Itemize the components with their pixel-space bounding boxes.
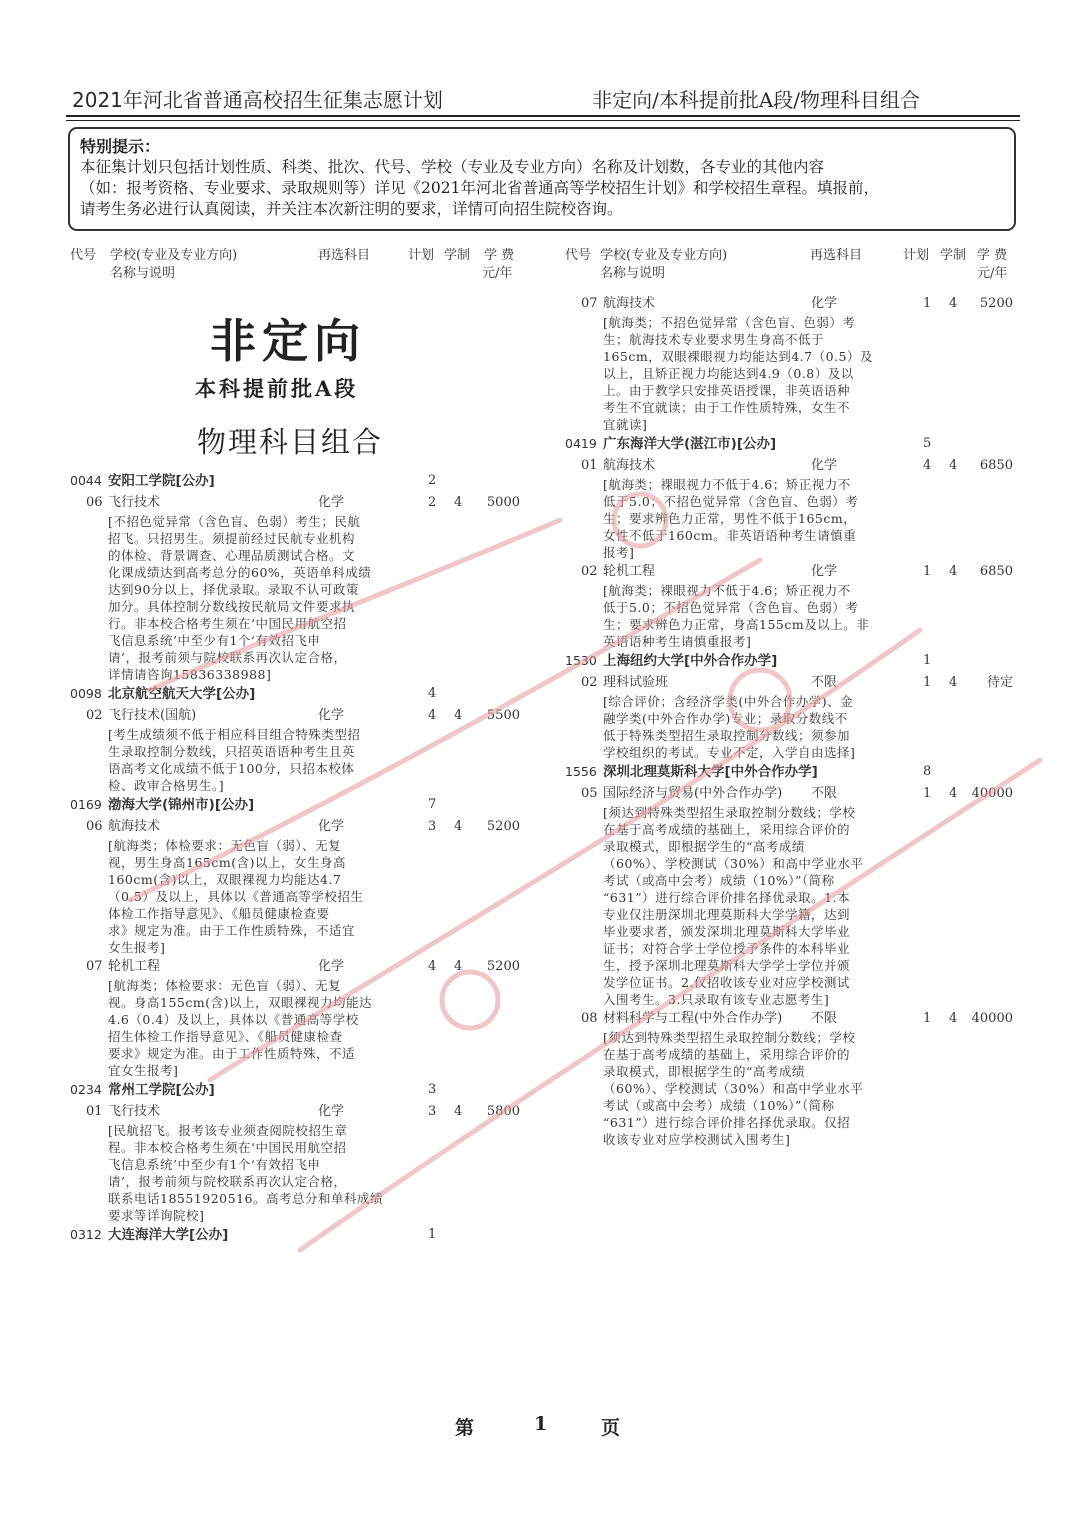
note-line: 生；要求辨色力正常，男性不低于165cm，: [603, 511, 857, 526]
note-line: [航海类；裸眼视力不低于4.6；矫正视力不: [603, 477, 851, 492]
major-plan: 3: [428, 819, 437, 834]
col-subject: 再选科目: [318, 248, 371, 263]
note-line: 联系电话18551920516。高考总分和单科成绩: [108, 1191, 383, 1206]
note-line: [航海类；不招色觉异常（含色盲、色弱）考: [603, 315, 856, 330]
note-line: 学校组织的考试。专业不定，入学自由选择]: [603, 745, 856, 760]
note-line: 详情请咨询15836338988]: [108, 667, 272, 682]
school-count: 8: [923, 764, 932, 779]
note-line: 生；要求辨色力正常，身高155cm及以上。非: [603, 617, 870, 632]
note-line: 证书；对符合学士学位授予条件的本科毕业: [603, 941, 851, 956]
major-fee: 5200: [486, 959, 520, 974]
note-line: 录取模式，即根据学生的“高考成绩: [603, 1064, 805, 1079]
school-row: [565, 650, 1025, 672]
school-name: 深圳北理莫斯科大学[中外合作办学]: [603, 764, 818, 780]
school-row: [70, 683, 540, 705]
col-fee: 学 费: [484, 248, 515, 263]
school-code: 1530: [565, 653, 597, 668]
note-line: [不招色觉异常（含色盲、色弱）考生；民航: [108, 514, 361, 529]
major-subject: 不限: [811, 786, 838, 801]
major-subject: 化学: [318, 708, 345, 723]
note-line: “631”）进行综合评价排名择优录取。仅招: [603, 1115, 851, 1130]
note-line: 的体检、背景调查、心理品质测试合格。文: [108, 548, 356, 563]
school-code: 1556: [565, 764, 597, 779]
major-name: 轮机工程: [603, 564, 656, 579]
major-years: 4: [454, 495, 463, 510]
note-line: 毕业要求者，颁发深圳北理莫斯科大学毕业: [603, 924, 851, 939]
document-category: 非定向/本科提前批A段/物理科目组合: [592, 88, 920, 112]
major-code: 01: [581, 458, 598, 473]
school-row: [70, 470, 540, 492]
major-fee: 5200: [979, 296, 1013, 311]
note-line: 165cm，双眼裸眼视力均能达到4.7（0.5）及: [603, 349, 873, 364]
major-code: 02: [581, 675, 598, 690]
col-years: 学制: [940, 248, 967, 263]
notice-line: 本征集计划只包括计划性质、科类、批次、代号、学校（专业及专业方向）名称及计划数，各专业的其他内容: [80, 158, 825, 176]
note-line: [航海类；裸眼视力不低于4.6；矫正视力不: [603, 583, 851, 598]
note-line: 视，男生身高165cm(含)以上，女生身高: [108, 855, 346, 870]
major-name: 轮机工程: [108, 959, 161, 974]
major-code: 01: [86, 1104, 103, 1119]
major-code: 07: [86, 959, 103, 974]
note-line: 录取模式，即根据学生的“高考成绩: [603, 839, 805, 854]
major-name: 航海技术: [108, 819, 161, 834]
notice-box: [68, 127, 1016, 231]
note-line: 生；航海技术专业要求男生身高不低于: [603, 332, 825, 347]
major-plan: 1: [923, 786, 932, 801]
school-count: 7: [428, 797, 437, 812]
major-plan: 2: [428, 495, 437, 510]
major-note: [108, 726, 540, 794]
note-line: 加分。具体控制分数线按民航局文件要求执: [108, 599, 356, 614]
major-fee: 40000: [971, 786, 1013, 801]
school-code: 0169: [70, 797, 102, 812]
section-title: 非定向: [210, 314, 366, 368]
note-line: 报考]: [603, 545, 635, 560]
note-line: 检、政审合格男生。]: [108, 778, 225, 793]
col-plan: 计划: [903, 248, 930, 263]
school-code: 0312: [70, 1227, 102, 1242]
document-title: 2021年河北省普通高校招生征集志愿计划: [72, 88, 443, 112]
major-plan: 1: [923, 564, 932, 579]
major-subject: 化学: [811, 564, 838, 579]
school-name: 大连海洋大学[公办]: [108, 1227, 229, 1243]
note-line: 生录取控制分数线，只招英语语种考生且英: [108, 744, 356, 759]
major-years: 4: [454, 959, 463, 974]
major-subject: 不限: [811, 1011, 838, 1026]
page-number: 1: [534, 1413, 548, 1435]
school-name: 渤海大学(锦州市)[公办]: [108, 797, 255, 813]
major-years: 4: [949, 458, 958, 473]
school-name: 北京航空航天大学[公办]: [108, 686, 256, 702]
major-row: [565, 561, 1025, 582]
note-line: 以上，且矫正视力均能达到4.9（0.8）及以: [603, 366, 854, 381]
major-code: 06: [86, 495, 103, 510]
note-line: 在基于高考成绩的基础上，采用综合评价的: [603, 822, 851, 837]
school-code: 0419: [565, 436, 597, 451]
note-line: 请’，报考前须与院校联系再次认定合格，: [108, 650, 347, 665]
major-row: [565, 1008, 1025, 1029]
major-code: 02: [581, 564, 598, 579]
major-row: [70, 705, 540, 726]
major-name: 航海技术: [603, 296, 656, 311]
major-row: [70, 492, 540, 513]
major-years: 4: [949, 675, 958, 690]
major-fee: 6850: [979, 564, 1013, 579]
note-line: 行。非本校合格考生须在‘中国民用航空招: [108, 616, 347, 631]
note-line: 英语语种考生请慎重报考]: [603, 634, 752, 649]
col-code: 代号: [70, 248, 97, 263]
col-school: 学校(专业及专业方向): [600, 248, 728, 263]
school-code: 0044: [70, 473, 102, 488]
school-name: 上海纽约大学[中外合作办学]: [603, 653, 778, 669]
left-column: [70, 470, 540, 1246]
school-code: 0234: [70, 1082, 102, 1097]
major-note: [108, 513, 540, 683]
major-fee: 5000: [486, 495, 520, 510]
note-line: 发学位证书。2.仅招收该专业对应学校测试: [603, 975, 850, 990]
major-row: [70, 1101, 540, 1122]
major-years: 4: [949, 564, 958, 579]
note-line: （0.5）及以上，具体以《普通高等学校招生: [108, 889, 364, 904]
note-line: （60%）、学校测试（30%）和高中学业水平: [603, 1081, 864, 1096]
notice-line: （如：报考资格、专业要求、录取规则等）详见《2021年河北省普通高等学校招生计划》和学校招生章程。填报前，: [80, 179, 879, 197]
note-line: 要求》规定为准。由于工作性质特殊，不适: [108, 1046, 356, 1061]
major-fee: 40000: [971, 1011, 1013, 1026]
page-label-pre: 第: [455, 1417, 475, 1439]
major-subject: 化学: [318, 819, 345, 834]
major-name: 航海技术: [603, 458, 656, 473]
header-rule-thin: [66, 120, 1020, 121]
major-plan: 1: [923, 1011, 932, 1026]
col-subject: 再选科目: [810, 248, 863, 263]
major-years: 4: [949, 296, 958, 311]
major-subject: 化学: [318, 495, 345, 510]
major-fee: 5500: [486, 708, 520, 723]
note-line: 低于5.0；不招色觉异常（含色盲、色弱）考: [603, 600, 859, 615]
note-line: 融学类(中外合作办学)专业；录取分数线不: [603, 711, 848, 726]
major-years: 4: [949, 1011, 958, 1026]
school-name: 广东海洋大学(湛江市)[公办]: [603, 436, 777, 452]
note-line: 考生不宜就读；由于工作性质特殊，女生不: [603, 400, 851, 415]
school-code: 0098: [70, 686, 102, 701]
school-count: 2: [428, 473, 437, 488]
note-line: [航海类；体检要求：无色盲（弱）、无复: [108, 978, 342, 993]
major-name: 国际经济与贸易(中外合作办学): [603, 786, 783, 801]
note-line: 飞信息系统’中至少有1个‘有效招飞申: [108, 633, 321, 648]
note-line: [综合评价；含经济学类(中外合作办学)、金: [603, 694, 854, 709]
note-line: 体检工作指导意见》、《船员健康检查要: [108, 906, 330, 921]
major-years: 4: [454, 819, 463, 834]
note-line: 收该专业对应学校测试入围考生]: [603, 1132, 791, 1147]
note-line: 160cm(含)以上，双眼裸视力均能达4.7: [108, 872, 342, 887]
major-plan: 4: [923, 458, 932, 473]
major-subject: 化学: [318, 959, 345, 974]
note-line: 要求等详询院校]: [108, 1208, 205, 1223]
major-fee: 待定: [986, 675, 1013, 690]
school-row: [70, 794, 540, 816]
note-line: 招生体检工作指导意见》、《船员健康检查: [108, 1029, 343, 1044]
major-name: 理科试验班: [603, 675, 669, 690]
col-years: 学制: [444, 248, 471, 263]
major-row: [70, 816, 540, 837]
col-fee: 学 费: [977, 248, 1008, 263]
note-line: 招飞。只招男生。须提前经过民航专业机构: [108, 531, 356, 546]
major-note: [603, 314, 1025, 433]
school-row: [565, 433, 1025, 455]
school-count: 5: [923, 436, 932, 451]
note-line: 低于5.0；不招色觉异常（含色盲、色弱）考: [603, 494, 859, 509]
note-line: 考试（或高中会考）成绩（10%）”（简称: [603, 1098, 835, 1113]
note-line: 低于特殊类型招生录取控制分数线；须参加: [603, 728, 851, 743]
col-school-desc: 名称与说明: [110, 266, 176, 281]
note-line: 生，授予深圳北理莫斯科大学学士学位并颁: [603, 958, 851, 973]
major-plan: 3: [428, 1104, 437, 1119]
right-column: [565, 293, 1025, 1148]
note-line: 宜就读]: [603, 417, 648, 432]
major-plan: 1: [923, 675, 932, 690]
note-line: “631”）进行综合评价排名择优录取。1.本: [603, 890, 851, 905]
major-note: [108, 1122, 540, 1224]
major-years: 4: [454, 708, 463, 723]
major-name: 飞行技术: [108, 1104, 161, 1119]
school-count: 4: [428, 686, 437, 701]
school-row: [70, 1224, 540, 1246]
major-note: [603, 582, 1025, 650]
major-code: 02: [86, 708, 103, 723]
note-line: [民航招飞。报考该专业须查阅院校招生章: [108, 1123, 348, 1138]
major-note: [108, 977, 540, 1079]
note-line: 视。身高155cm(含)以上，双眼裸视力均能达: [108, 995, 372, 1010]
major-fee: 5200: [486, 819, 520, 834]
school-count: 3: [428, 1082, 437, 1097]
note-line: 女性不低于160cm。非英语语种考生请慎重: [603, 528, 857, 543]
major-row: [70, 956, 540, 977]
note-line: 宜女生报考]: [108, 1063, 179, 1078]
note-line: 上。由于教学只安排英语授课，非英语语种: [603, 383, 851, 398]
note-line: [须达到特殊类型招生录取控制分数线；学校: [603, 805, 856, 820]
header-rule-thick: [66, 115, 1020, 117]
note-line: 4.6（0.4）及以上，具体以《普通高等学校: [108, 1012, 359, 1027]
col-fee-unit: 元/年: [482, 266, 513, 281]
major-name: 飞行技术(国航): [108, 708, 197, 723]
school-count: 1: [428, 1227, 437, 1242]
major-plan: 4: [428, 959, 437, 974]
major-fee: 6850: [979, 458, 1013, 473]
major-code: 05: [581, 786, 598, 801]
page-label-post: 页: [601, 1417, 621, 1439]
note-line: [须达到特殊类型招生录取控制分数线；学校: [603, 1030, 856, 1045]
col-school: 学校(专业及专业方向): [110, 248, 238, 263]
note-line: 考试（或高中会考）成绩（10%）”（简称: [603, 873, 835, 888]
note-line: 入围考生。3.只录取有该专业志愿考生]: [603, 992, 830, 1007]
note-line: 达到90分以上，择优录取。录取不认可政策: [108, 582, 359, 597]
major-note: [108, 837, 540, 956]
major-code: 07: [581, 296, 598, 311]
school-name: 安阳工学院[公办]: [108, 473, 215, 489]
school-row: [70, 1079, 540, 1101]
col-school-desc: 名称与说明: [600, 266, 666, 281]
col-code: 代号: [565, 248, 592, 263]
major-row: [565, 672, 1025, 693]
major-subject: 化学: [318, 1104, 345, 1119]
note-line: 飞信息系统’中至少有1个‘有效招飞申: [108, 1157, 321, 1172]
note-line: （60%）、学校测试（30%）和高中学业水平: [603, 856, 864, 871]
major-code: 08: [581, 1011, 598, 1026]
major-note: [603, 804, 1025, 1008]
section-batch: 本科提前批A段: [195, 376, 359, 401]
major-subject: 化学: [811, 458, 838, 473]
major-name: 材料科学与工程(中外合作办学): [603, 1011, 783, 1026]
note-line: 女生报考]: [108, 940, 166, 955]
major-note: [603, 1029, 1025, 1148]
note-line: 在基于高考成绩的基础上，采用综合评价的: [603, 1047, 851, 1062]
major-row: [565, 783, 1025, 804]
major-subject: 化学: [811, 296, 838, 311]
major-note: [603, 693, 1025, 761]
major-fee: 5800: [486, 1104, 520, 1119]
section-group: 物理科目组合: [197, 425, 384, 459]
notice-line: 请考生务必进行认真阅读，并关注本次新注明的要求，详情可向招生院校咨询。: [80, 200, 623, 218]
major-years: 4: [949, 786, 958, 801]
major-name: 飞行技术: [108, 495, 161, 510]
school-count: 1: [923, 653, 932, 668]
note-line: 化课成绩达到高考总分的60%，英语单科成绩: [108, 565, 372, 580]
note-line: 程。非本校合格考生须在‘中国民用航空招: [108, 1140, 347, 1155]
notice-title: 特别提示：: [80, 137, 161, 156]
major-note: [603, 476, 1025, 561]
school-row: [565, 761, 1025, 783]
note-line: [考生成绩须不低于相应科目组合特殊类型招: [108, 727, 361, 742]
major-subject: 不限: [811, 675, 838, 690]
major-code: 06: [86, 819, 103, 834]
col-plan: 计划: [408, 248, 435, 263]
major-row: [565, 455, 1025, 476]
note-line: [航海类；体检要求：无色盲（弱）、无复: [108, 838, 342, 853]
major-plan: 1: [923, 296, 932, 311]
major-row: [565, 293, 1025, 314]
col-fee-unit: 元/年: [977, 266, 1008, 281]
note-line: 请’，报考前须与院校联系再次认定合格，: [108, 1174, 347, 1189]
school-name: 常州工学院[公办]: [108, 1082, 215, 1098]
note-line: 求》规定为准。由于工作性质特殊，不适宜: [108, 923, 356, 938]
note-line: 语高考文化成绩不低于100分，只招本校体: [108, 761, 355, 776]
major-years: 4: [454, 1104, 463, 1119]
major-plan: 4: [428, 708, 437, 723]
note-line: 专业仅注册深圳北理莫斯科大学学籍，达到: [603, 907, 851, 922]
